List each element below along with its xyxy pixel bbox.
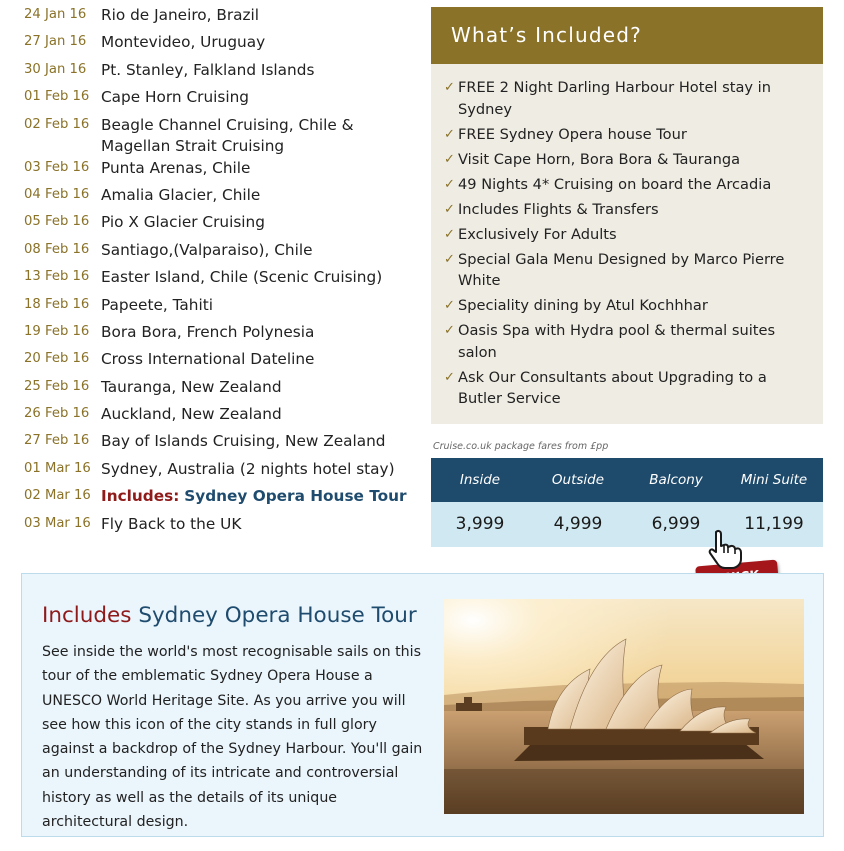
- itinerary-place: Easter Island, Chile (Scenic Cruising): [101, 268, 383, 287]
- pointing-hand-icon: [704, 528, 748, 572]
- itinerary-includes-label: Includes:: [101, 487, 180, 506]
- itinerary-place: Beagle Channel Cruising, Chile & Magellan Strait Cruising: [101, 115, 354, 155]
- itinerary-row: [24, 266, 416, 293]
- itinerary-place: Cape Horn Cruising: [101, 88, 250, 107]
- itinerary-row: [24, 59, 416, 86]
- feature-title-main: Sydney Opera House Tour: [138, 603, 417, 628]
- fares-price-row: [431, 502, 823, 547]
- itinerary-row: [24, 157, 416, 184]
- included-item: [444, 149, 813, 171]
- itinerary-date: 24 Jan 16: [24, 7, 87, 22]
- itinerary-place: Amalia Glacier, Chile: [101, 185, 261, 204]
- included-item-text: Visit Cape Horn, Bora Bora & Tauranga: [458, 150, 741, 168]
- checkmark-icon: ✓: [444, 126, 455, 142]
- feature-title: [42, 603, 417, 628]
- itinerary-place: Punta Arenas, Chile: [101, 158, 251, 177]
- included-item: [444, 320, 813, 363]
- itinerary-date: 05 Feb 16: [24, 214, 90, 230]
- itinerary-row: [24, 86, 416, 113]
- itinerary-row: [24, 4, 416, 31]
- itinerary-date: 25 Feb 16: [24, 378, 90, 394]
- fare-header-mini-suite: Mini Suite: [740, 472, 808, 488]
- included-item-text: Speciality dining by Atul Kochhhar: [458, 297, 708, 315]
- itinerary-date: 26 Feb 16: [24, 406, 90, 422]
- itinerary-place: Tauranga, New Zealand: [101, 377, 282, 396]
- fare-header-inside: Inside: [459, 472, 501, 488]
- itinerary-row: [24, 376, 416, 403]
- itinerary-date: 19 Feb 16: [24, 323, 90, 339]
- itinerary-row: [24, 513, 416, 540]
- fare-price-balcony[interactable]: 6,999: [651, 514, 701, 534]
- feature-description: See inside the world's most recognisable sails on this tour of the emblematic Sydney Opera House a UNESCO World Heritage Site. As you arrive you will see how this icon of the city stands in full glory against a backdrop of the Sydney Harbour. You'll gain an understanding of its intricate and controversial history as well as the details of its unique architectural design.: [42, 644, 423, 831]
- included-item-text: 49 Nights 4* Cruising on board the Arcadia: [458, 175, 772, 193]
- itinerary-date: 03 Mar 16: [24, 515, 91, 531]
- itinerary-place: Santiago,(Valparaiso), Chile: [101, 240, 313, 259]
- included-item: [444, 295, 813, 317]
- included-item: [444, 367, 813, 410]
- itinerary-date: 01 Feb 16: [24, 89, 90, 105]
- checkmark-icon: ✓: [444, 80, 455, 95]
- itinerary-place: Rio de Janeiro, Brazil: [101, 6, 260, 24]
- fare-header-outside: Outside: [551, 472, 605, 488]
- itinerary-place: Montevideo, Uruguay: [101, 33, 266, 52]
- included-item: [444, 124, 813, 146]
- itinerary-date: 20 Feb 16: [24, 351, 90, 367]
- itinerary-date: 08 Feb 16: [24, 241, 90, 257]
- itinerary-row: [24, 348, 416, 375]
- itinerary-row: [24, 321, 416, 348]
- whats-included-panel: [431, 7, 823, 424]
- fares-header-row: [431, 458, 823, 502]
- itinerary-list: [24, 4, 416, 540]
- itinerary-row: [24, 31, 416, 58]
- itinerary-date: 18 Feb 16: [24, 296, 90, 312]
- itinerary-place: Pt. Stanley, Falkland Islands: [101, 60, 315, 79]
- included-item: [444, 77, 813, 120]
- included-item-text: Special Gala Menu Designed by Marco Pierre White: [458, 250, 785, 290]
- itinerary-date: 02 Mar 16: [24, 488, 91, 504]
- itinerary-place: Pio X Glacier Cruising: [101, 213, 265, 232]
- fare-price-mini-suite[interactable]: 11,199: [744, 514, 804, 534]
- itinerary-row-highlight: [24, 485, 416, 512]
- itinerary-date: 27 Feb 16: [24, 433, 90, 449]
- included-item-text: Ask Our Consultants about Upgrading to a Butler Service: [458, 368, 767, 408]
- itinerary-date: 27 Jan 16: [24, 34, 87, 50]
- whats-included-title: What’s Included?: [431, 7, 823, 64]
- itinerary-date: 03 Feb 16: [24, 159, 90, 175]
- itinerary-place: Bay of Islands Cruising, New Zealand: [101, 432, 386, 451]
- checkmark-icon: ✓: [444, 323, 455, 339]
- fares-table: [431, 458, 823, 547]
- itinerary-place[interactable]: [101, 485, 416, 507]
- itinerary-place: Cross International Dateline: [101, 350, 315, 369]
- included-item-text: Oasis Spa with Hydra pool & thermal suites salon: [458, 322, 776, 361]
- itinerary-row: [24, 239, 416, 266]
- included-item: [444, 224, 813, 246]
- sydney-opera-house-photo: [444, 599, 804, 814]
- fare-price-inside[interactable]: 3,999: [455, 514, 505, 534]
- itinerary-place: Auckland, New Zealand: [101, 405, 282, 424]
- itinerary-place: Papeete, Tahiti: [101, 295, 213, 314]
- checkmark-icon: ✓: [444, 369, 455, 385]
- opera-house-tour-panel: [21, 573, 824, 837]
- itinerary-date: 13 Feb 16: [24, 269, 90, 285]
- itinerary-row: [24, 458, 416, 485]
- itinerary-row: [24, 184, 416, 211]
- checkmark-icon: ✓: [444, 176, 455, 192]
- fare-header-balcony: Balcony: [649, 472, 703, 488]
- included-item: [444, 174, 813, 196]
- itinerary-row: [24, 294, 416, 321]
- fares-caption: Cruise.co.uk package fares from £pp: [433, 441, 609, 452]
- itinerary-row: [24, 114, 416, 157]
- included-list: [431, 64, 823, 410]
- itinerary-row: [24, 403, 416, 430]
- itinerary-row: [24, 211, 416, 238]
- itinerary-date: 02 Feb 16: [24, 116, 90, 132]
- itinerary-place: Bora Bora, French Polynesia: [101, 322, 315, 341]
- itinerary-includes-tour: Sydney Opera House Tour: [184, 487, 407, 506]
- feature-title-prefix: Includes: [42, 603, 132, 628]
- included-item-text: FREE Sydney Opera house Tour: [458, 125, 687, 143]
- included-item-text: FREE 2 Night Darling Harbour Hotel stay in Sydney: [458, 79, 771, 118]
- itinerary-place: Sydney, Australia (2 nights hotel stay): [101, 459, 395, 478]
- checkmark-icon: ✓: [444, 298, 455, 314]
- checkmark-icon: ✓: [444, 251, 455, 267]
- fare-price-outside[interactable]: 4,999: [553, 514, 603, 534]
- itinerary-row: [24, 430, 416, 457]
- itinerary-place: Fly Back to the UK: [101, 514, 242, 533]
- itinerary-date: 01 Mar 16: [24, 460, 91, 476]
- included-item: [444, 199, 813, 221]
- checkmark-icon: ✓: [444, 201, 455, 217]
- checkmark-icon: ✓: [444, 151, 455, 167]
- included-item-text: Includes Flights & Transfers: [458, 200, 659, 218]
- included-item-text: Exclusively For Adults: [458, 225, 617, 243]
- itinerary-date: 04 Feb 16: [24, 186, 90, 202]
- included-item: [444, 249, 813, 292]
- itinerary-date: 30 Jan 16: [24, 61, 87, 77]
- checkmark-icon: ✓: [444, 226, 455, 242]
